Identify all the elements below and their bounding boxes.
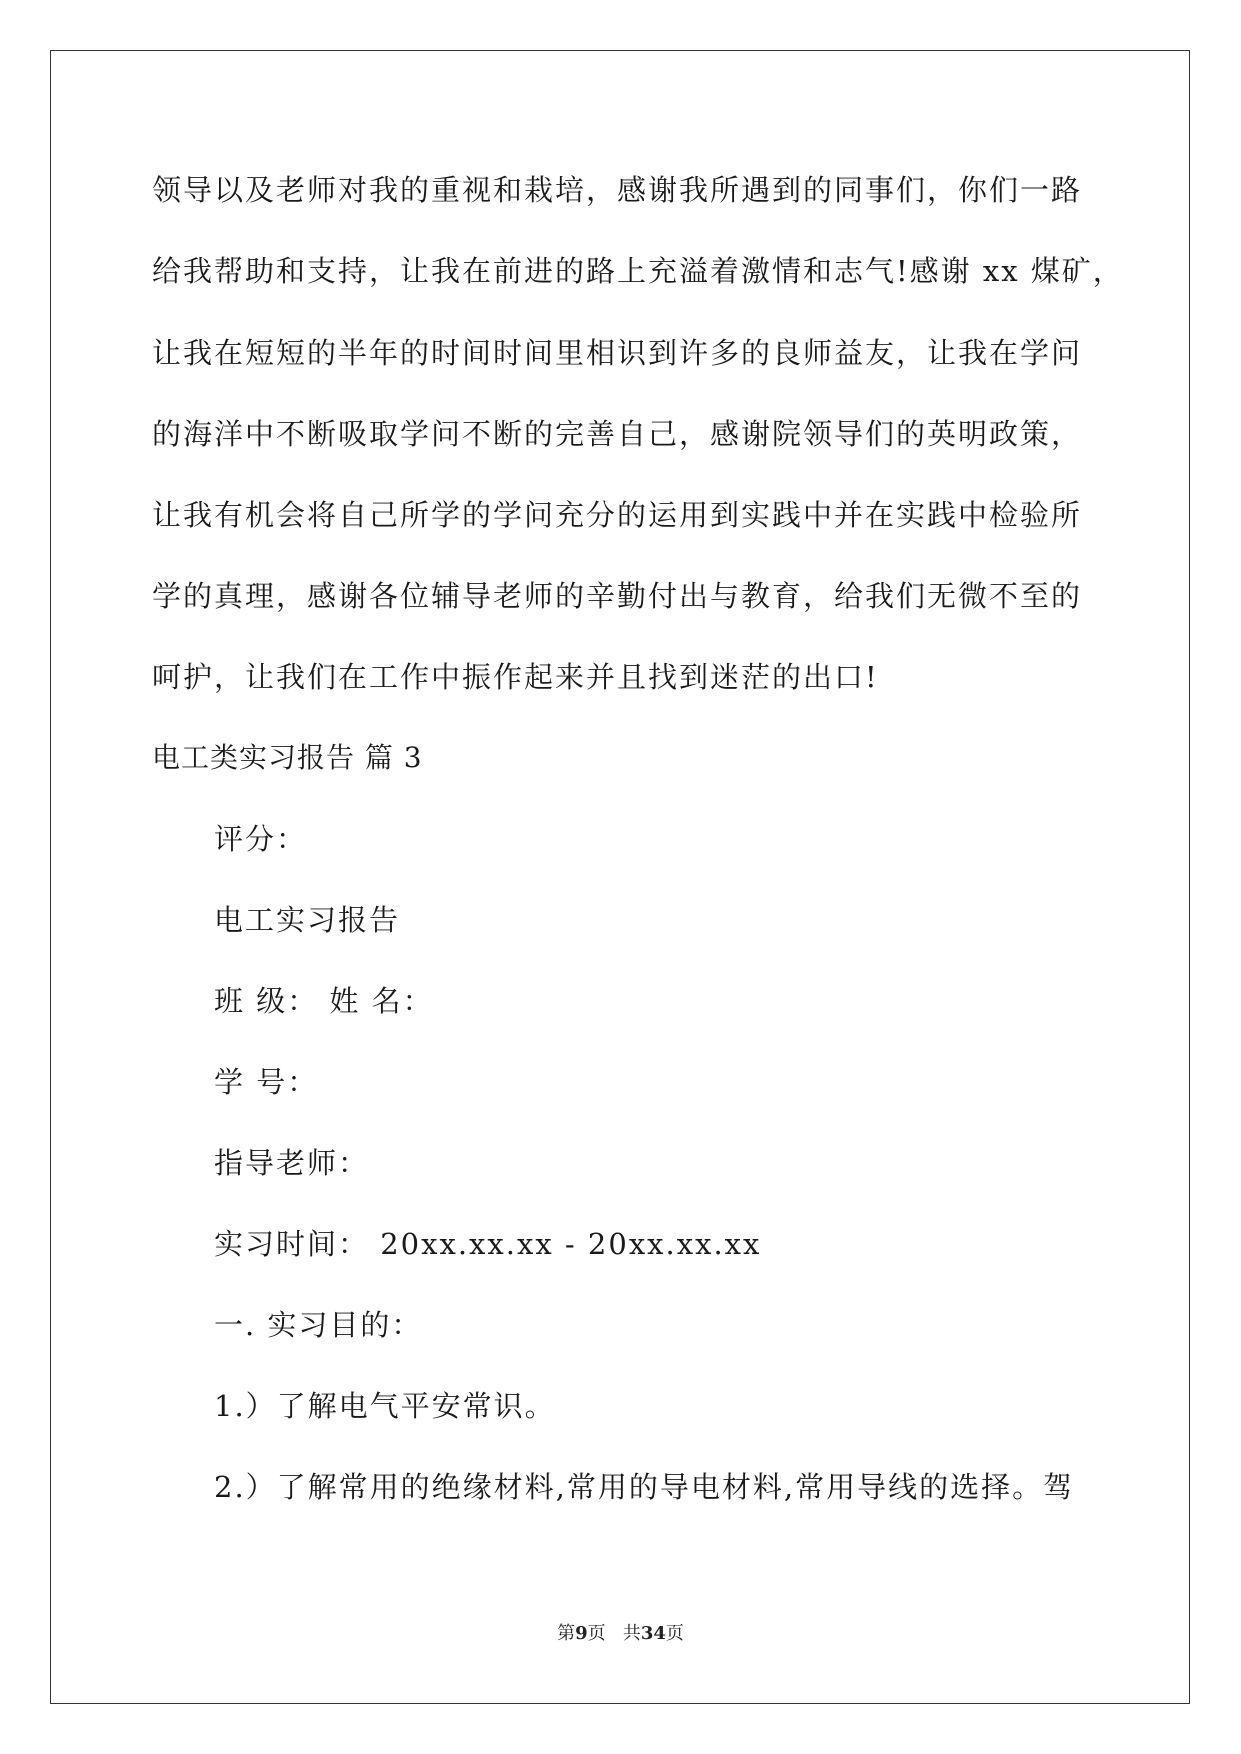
purpose-item: 1.）了解电气平安常识。 [214,1389,556,1423]
paragraph-line: 的海洋中不断吸取学问不断的完善自己，感谢院领导们的英明政策， [152,417,1083,451]
section-heading: 电工类实习报告 篇 3 [152,741,423,774]
footer-prefix: 第 [557,1623,576,1644]
paragraph-line: 呵护，让我们在工作中振作起来并且找到迷茫的出口! [152,660,879,694]
page-border [50,50,1190,1704]
footer-total-suffix: 页 [665,1623,684,1644]
page-footer [0,1622,1241,1646]
paragraph-line: 领导以及老师对我的重视和栽培，感谢我所遇到的同事们，你们一路 [152,173,1083,207]
paragraph-line: 让我在短短的半年的时间时间里相识到许多的良师益友，让我在学问 [152,336,1083,370]
paragraph-line: 学的真理，感谢各位辅导老师的辛勤付出与教育，给我们无微不至的 [152,579,1083,613]
purpose-item: 2.）了解常用的绝缘材料,常用的导电材料,常用导线的选择。驾 [214,1470,1075,1504]
student-number-label: 学 号： [214,1065,319,1099]
current-page-number: 9 [575,1623,588,1644]
advisor-label: 指导老师： [214,1146,370,1180]
footer-total-prefix: 共 [622,1623,641,1644]
paragraph-line: 给我帮助和支持，让我在前进的路上充溢着激情和志气!感谢 xx 煤矿， [152,254,1124,288]
footer-page-suffix: 页 [587,1623,606,1644]
score-label: 评分： [214,822,308,856]
purpose-heading: 一. 实习目的： [214,1308,423,1342]
class-name-label: 班 级： 姓 名： [214,984,434,1018]
internship-period: 实习时间： 20xx.xx.xx - 20xx.xx.xx [214,1227,762,1261]
total-page-count: 34 [640,1623,666,1644]
report-title: 电工实习报告 [214,903,401,937]
paragraph-line: 让我有机会将自己所学的学问充分的运用到实践中并在实践中检验所 [152,498,1083,532]
